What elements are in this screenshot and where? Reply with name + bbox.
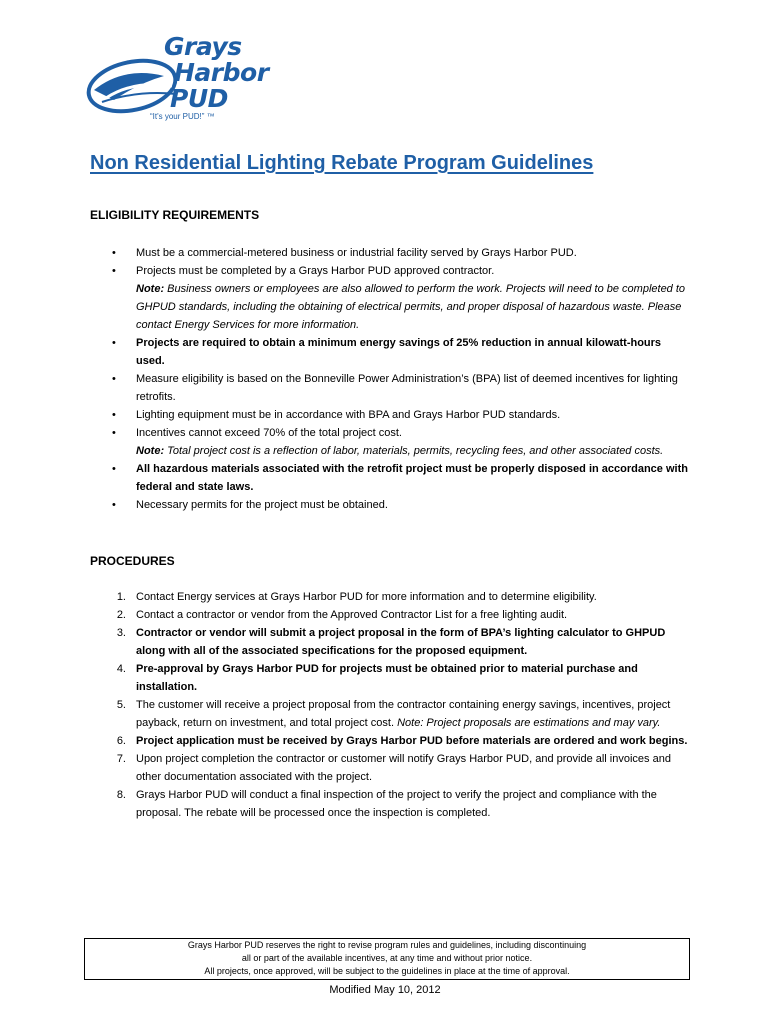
list-item-text: Must be a commercial-metered business or industrial facility served by Grays Harbor PUD. (136, 247, 577, 259)
list-item (90, 460, 690, 496)
step-number: 3. (116, 627, 126, 639)
note-body: Total project cost is a reflection of labor, materials, permits, recycling fees, and other associated costs. (164, 445, 664, 457)
note-text (136, 280, 690, 334)
list-item-text: The customer will receive a project proposal from the contractor containing energy savings, incentives, project payback, return on investment, and total project cost. (136, 699, 671, 729)
disclaimer-line-1: Grays Harbor PUD reserves the right to revise program rules and guidelines, including discontinuing (187, 940, 587, 950)
list-item (90, 660, 690, 696)
step-number: 1. (116, 591, 126, 603)
note-label: Note: (136, 445, 165, 457)
list-item (90, 334, 690, 370)
list-item-text: Contact a contractor or vendor from the Approved Contractor List for a free lighting audit. (136, 609, 568, 621)
bullet-icon: • (112, 247, 116, 259)
list-item-text: Incentives cannot exceed 70% of the total project cost. (136, 427, 402, 439)
list-item-text: Pre-approval by Grays Harbor PUD for projects must be obtained prior to material purchase and installation. (136, 663, 638, 693)
bullet-icon: • (112, 463, 116, 475)
list-item-text: Project application must be received by Grays Harbor PUD before materials are ordered and work begins. (136, 735, 688, 747)
eligibility-heading: ELIGIBILITY REQUIREMENTS (90, 208, 260, 222)
list-item (90, 370, 690, 406)
list-item (90, 496, 690, 514)
list-item (90, 750, 690, 786)
list-item-text: Grays Harbor PUD will conduct a final inspection of the project to verify the project and compliance with the proposal. The rebate will be processed once the inspection is completed. (136, 789, 657, 819)
list-item-text: Projects must be completed by a Grays Harbor PUD approved contractor. (136, 265, 495, 277)
modified-date: Modified May 10, 2012 (329, 984, 441, 996)
disclaimer-line-3: All projects, once approved, will be subject to the guidelines in place at the time of approval. (204, 966, 570, 976)
bullet-icon: • (112, 373, 116, 385)
list-item (90, 588, 690, 606)
step-number: 6. (116, 735, 126, 747)
logo-line-pud: PUD (170, 84, 228, 113)
step-number: 5. (116, 699, 126, 711)
note-text: Note: Project proposals are estimations and may vary. (394, 717, 661, 729)
list-item-text: Projects are required to obtain a minimum energy savings of 25% reduction in annual kilowatt-hours used. (136, 337, 662, 367)
logo-line-harbor: Harbor (174, 58, 269, 87)
step-number: 8. (116, 789, 126, 801)
note-text (136, 442, 690, 460)
list-item (90, 424, 690, 460)
list-item (90, 262, 690, 334)
list-item-text: Contact Energy services at Grays Harbor PUD for more information and to determine eligibility. (136, 591, 597, 603)
list-item-text: Lighting equipment must be in accordance with BPA and Grays Harbor PUD standards. (136, 409, 561, 421)
bullet-icon: • (112, 427, 116, 439)
procedures-heading: PROCEDURES (90, 554, 175, 568)
list-item-text: Measure eligibility is based on the Bonneville Power Administration’s (BPA) list of deemed incentives for lighting retrofits. (136, 373, 678, 403)
step-number: 7. (116, 753, 126, 765)
step-number: 4. (116, 663, 126, 675)
note-body: Business owners or employees are also allowed to perform the work. Projects will need to be completed to GHPUD standards, including the obtaining of electrical permits, and proper disposal of hazardous waste. Please contact Energy Services for more information. (136, 283, 686, 331)
logo-tagline: “It's your PUD!” ™ (150, 112, 215, 121)
note-label: Note: (136, 283, 165, 295)
list-item (90, 786, 690, 822)
disclaimer-box (84, 938, 690, 980)
list-item (90, 624, 690, 660)
list-item-text: Necessary permits for the project must be obtained. (136, 499, 388, 511)
list-item (90, 406, 690, 424)
bullet-icon: • (112, 499, 116, 511)
bullet-icon: • (112, 337, 116, 349)
disclaimer-line-2: all or part of the available incentives, at any time and without prior notice. (241, 953, 533, 963)
step-number: 2. (116, 609, 126, 621)
list-item-text: Upon project completion the contractor or customer will notify Grays Harbor PUD, and provide all invoices and other documentation associated with the project. (136, 753, 671, 783)
list-item-text: All hazardous materials associated with the retrofit project must be properly disposed in accordance with federal and state laws. (136, 463, 688, 493)
list-item (90, 732, 690, 750)
list-item-text: Contractor or vendor will submit a project proposal in the form of BPA’s lighting calculator to GHPUD along with all of the associated specifications for the proposed equipment. (136, 627, 666, 657)
list-item (90, 606, 690, 624)
logo-line-grays: Grays (164, 32, 242, 61)
list-item (90, 696, 690, 732)
procedures-list (90, 588, 690, 822)
list-item (90, 244, 690, 262)
eligibility-list (90, 244, 690, 514)
bullet-icon: • (112, 409, 116, 421)
page-title: Non Residential Lighting Rebate Program Guidelines (90, 152, 594, 174)
bullet-icon: • (112, 265, 116, 277)
